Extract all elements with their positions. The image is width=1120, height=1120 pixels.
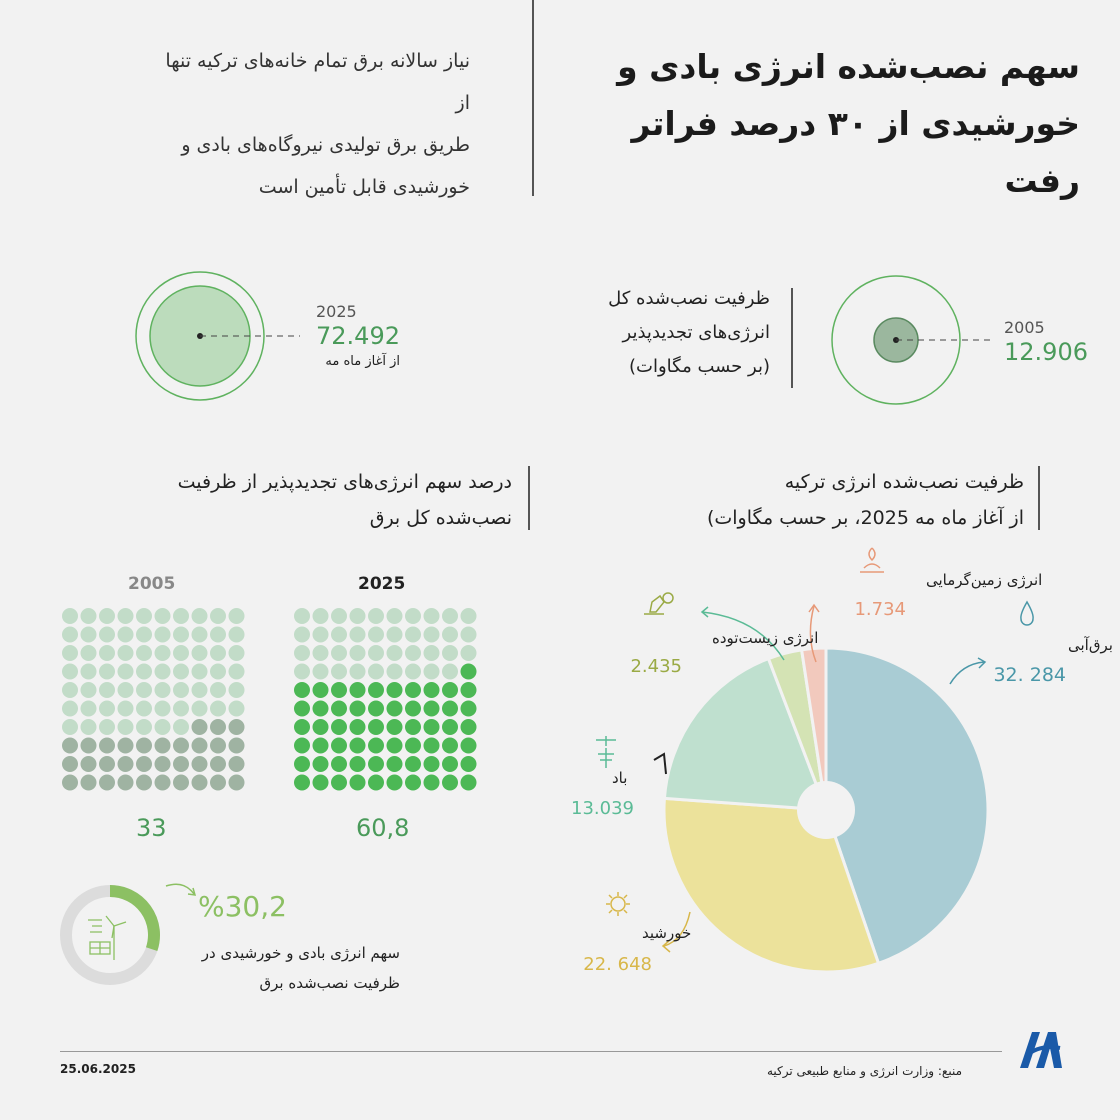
header-divider xyxy=(532,0,534,196)
grid-2005-dot xyxy=(62,645,78,661)
capacity-label-line-3: (بر حسب مگاوات) xyxy=(629,356,770,377)
grid-2025-dot xyxy=(294,701,310,717)
grid-2025-dot xyxy=(313,701,329,717)
pie-heading-line-1: ظرفیت نصب‌شده انرژی ترکیه xyxy=(784,471,1024,493)
grid-2025-dot xyxy=(442,645,458,661)
grid-2025-dot xyxy=(313,608,329,624)
sun-icon xyxy=(606,892,630,916)
grid-2005-dot xyxy=(155,756,171,772)
grid-2025-dot xyxy=(461,719,477,735)
grid-2025-dot xyxy=(442,719,458,735)
grid-2005-dot xyxy=(62,719,78,735)
grid-2005-dot xyxy=(118,719,134,735)
grid-2005-value: 33 xyxy=(136,814,167,842)
grid-2025-dot xyxy=(350,645,366,661)
grid-2005-dot xyxy=(229,775,245,791)
grid-2025-dot xyxy=(387,756,403,772)
grid-2005-dot xyxy=(192,756,208,772)
grid-2025-dot xyxy=(387,664,403,680)
grid-2005-dot xyxy=(173,738,189,754)
grid-2025-dot xyxy=(331,775,347,791)
grid-2025-dot xyxy=(350,682,366,698)
grid-2005-dot xyxy=(99,627,115,643)
grid-2005-dot xyxy=(118,756,134,772)
grid-2005-dot xyxy=(155,608,171,624)
grid-2025-year: 2025 xyxy=(358,574,406,594)
grid-2025-dot xyxy=(368,645,384,661)
capacity-label-line-1: ظرفیت نصب‌شده کل xyxy=(608,288,770,309)
grid-2005-dot xyxy=(229,701,245,717)
grid-2005-dot xyxy=(136,775,152,791)
grid-2025-dot xyxy=(313,645,329,661)
grid-2005-dot xyxy=(99,701,115,717)
grid-2005-dot xyxy=(81,719,97,735)
grid-2025-dot xyxy=(387,645,403,661)
capacity-label-line-2: انرژی‌های تجدیدپذیر xyxy=(622,322,770,343)
biomass-icon xyxy=(644,593,673,614)
grid-2025-dot xyxy=(350,738,366,754)
grid-2005-dot xyxy=(229,645,245,661)
subtitle-line-2: طریق برق تولیدی نیروگاه‌های بادی و xyxy=(181,134,470,156)
grid-2025-dot xyxy=(350,719,366,735)
share-heading-line-1: درصد سهم انرژی‌های تجدیدپذیر از ظرفیت xyxy=(177,471,512,493)
grid-2005-dot xyxy=(210,701,226,717)
grid-2025-dot xyxy=(442,775,458,791)
grid-2025-dot xyxy=(368,775,384,791)
grid-2005-dot xyxy=(62,756,78,772)
grid-2005-dot xyxy=(210,664,226,680)
grid-2025-dot xyxy=(461,627,477,643)
grid-2025-dot xyxy=(442,738,458,754)
grid-2025-dot xyxy=(461,701,477,717)
grid-2025-dot xyxy=(461,608,477,624)
grid-2025-dot xyxy=(294,756,310,772)
grid-2025-dot xyxy=(331,645,347,661)
grid-2005-dot xyxy=(210,756,226,772)
grid-2025-dot xyxy=(424,738,440,754)
grid-2005-dot xyxy=(81,775,97,791)
grid-2025-dot xyxy=(461,775,477,791)
grid-2025-dot xyxy=(368,701,384,717)
geo-value: 1.734 xyxy=(854,599,906,620)
grid-2005-dot xyxy=(155,682,171,698)
grid-2025-dot xyxy=(387,738,403,754)
grid-2025-dot xyxy=(313,627,329,643)
grid-2025-dot xyxy=(294,645,310,661)
grid-2005-dot xyxy=(210,775,226,791)
grid-2025-dot xyxy=(442,608,458,624)
grid-2005-dot xyxy=(62,701,78,717)
grid-2025-dot xyxy=(405,682,421,698)
grid-2005-dot xyxy=(173,664,189,680)
wind-label: باد xyxy=(612,769,628,787)
grid-2005-dot xyxy=(136,645,152,661)
solar-label: خورشید xyxy=(642,924,692,942)
title-line-2: خورشیدی از ۳۰ درصد فراتر رفت xyxy=(631,104,1080,200)
geothermal-icon xyxy=(860,548,884,572)
grid-2025-dot xyxy=(294,664,310,680)
grid-2005-dot xyxy=(210,627,226,643)
grid-2005-dot xyxy=(136,738,152,754)
grid-2025-dot xyxy=(350,664,366,680)
capacity-2025-note: از آغاز ماه مه xyxy=(325,354,400,369)
grid-2025-dot xyxy=(387,608,403,624)
grid-2025-dot xyxy=(331,701,347,717)
grid-2005-dot xyxy=(118,608,134,624)
grid-2025-dot xyxy=(442,682,458,698)
windsolar-desc xyxy=(160,938,400,998)
grid-2025-dot xyxy=(294,775,310,791)
grid-2005-dot xyxy=(81,756,97,772)
grid-2005-dot xyxy=(192,738,208,754)
grid-2005-dot xyxy=(229,627,245,643)
grid-2005-dot xyxy=(99,682,115,698)
circle-2005 xyxy=(832,276,994,404)
grid-2005-dot xyxy=(155,775,171,791)
grid-2005-dot xyxy=(229,738,245,754)
grid-2025-dot xyxy=(313,719,329,735)
grid-2005-dot xyxy=(210,682,226,698)
grid-2025-dot xyxy=(387,719,403,735)
grid-2005-dot xyxy=(81,682,97,698)
share-heading-line-2: نصب‌شده کل برق xyxy=(369,507,512,529)
grid-2025-dot xyxy=(405,756,421,772)
grid-2005-dot xyxy=(155,627,171,643)
grid-2005-dot xyxy=(99,719,115,735)
grid-2025-dot xyxy=(405,738,421,754)
grid-2025-dot xyxy=(424,627,440,643)
grid-2025-dot xyxy=(424,756,440,772)
grid-2005-dot xyxy=(62,608,78,624)
grid-2025-dot xyxy=(405,645,421,661)
footer-source: منبع: وزارت انرژی و منابع طبیعی ترکیه xyxy=(766,1064,962,1078)
grid-2025-dot xyxy=(461,664,477,680)
grid-2025-dot xyxy=(424,701,440,717)
wind-turbine-icon xyxy=(596,736,616,768)
grid-2005-dot xyxy=(229,682,245,698)
grid-2025-value: 60,8 xyxy=(356,814,410,842)
wind-arrow xyxy=(654,754,666,774)
grid-2005-dot xyxy=(173,775,189,791)
grid-2025-dot xyxy=(294,682,310,698)
grid-2025-dot xyxy=(294,608,310,624)
pie-divider xyxy=(1038,466,1040,530)
grid-2005-dot xyxy=(229,756,245,772)
grid-2005-dot xyxy=(99,775,115,791)
grid-2005-dot xyxy=(210,719,226,735)
bio-value: 2.435 xyxy=(630,656,682,677)
grid-2005-dot xyxy=(155,664,171,680)
grid-2005-dot xyxy=(192,664,208,680)
grid-2005-dot xyxy=(118,664,134,680)
grid-2005-dot xyxy=(192,627,208,643)
grid-2005-dot xyxy=(136,701,152,717)
grid-2025-dot xyxy=(368,719,384,735)
windsolar-arc xyxy=(110,891,154,949)
solar-value: 22. 648 xyxy=(583,954,652,975)
pie-heading-line-2: از آغاز ماه مه 2025، بر حسب مگاوات) xyxy=(706,507,1024,529)
grid-2005-dot xyxy=(229,664,245,680)
dot-grid-2025 xyxy=(292,606,482,802)
grid-2005-dot xyxy=(136,682,152,698)
grid-2005-dot xyxy=(229,719,245,735)
grid-2025-dot xyxy=(387,627,403,643)
grid-2025-dot xyxy=(461,738,477,754)
grid-2005-dot xyxy=(173,719,189,735)
grid-2005-dot xyxy=(136,608,152,624)
hydro-value: 32. 284 xyxy=(993,664,1066,686)
grid-2025-dot xyxy=(405,719,421,735)
grid-2025-dot xyxy=(313,664,329,680)
grid-2025-dot xyxy=(442,701,458,717)
capacity-label xyxy=(540,282,770,384)
grid-2025-dot xyxy=(461,645,477,661)
page-title xyxy=(560,38,1080,209)
grid-2005-dot xyxy=(210,738,226,754)
grid-2005-dot xyxy=(136,719,152,735)
grid-2005-dot xyxy=(155,645,171,661)
grid-2005-dot xyxy=(81,664,97,680)
grid-2005-dot xyxy=(192,682,208,698)
grid-2025-dot xyxy=(461,682,477,698)
grid-2025-dot xyxy=(368,738,384,754)
grid-2025-dot xyxy=(331,608,347,624)
grid-2005-dot xyxy=(118,645,134,661)
grid-2005-dot xyxy=(118,701,134,717)
grid-2005-dot xyxy=(99,608,115,624)
capacity-2025-year: 2025 xyxy=(316,302,357,321)
grid-2005-dot xyxy=(229,608,245,624)
grid-2005-dot xyxy=(118,682,134,698)
dot-grid-2005 xyxy=(60,606,250,802)
grid-2005-dot xyxy=(173,627,189,643)
grid-2005-dot xyxy=(155,719,171,735)
energy-pie-chart xyxy=(560,540,1120,1020)
grid-2005-year: 2005 xyxy=(128,574,176,594)
grid-2005-dot xyxy=(62,738,78,754)
capacity-2005-value: 12.906 xyxy=(1004,338,1088,366)
grid-2025-dot xyxy=(424,608,440,624)
bio-label: انرژی زیست‌توده xyxy=(712,629,819,647)
grid-2005-dot xyxy=(81,701,97,717)
grid-2025-dot xyxy=(331,719,347,735)
grid-2025-dot xyxy=(331,682,347,698)
grid-2025-dot xyxy=(461,756,477,772)
grid-2005-dot xyxy=(81,608,97,624)
share-divider xyxy=(528,466,530,530)
windsolar-desc-line-2: ظرفیت نصب‌شده برق xyxy=(259,974,400,992)
grid-2025-dot xyxy=(405,701,421,717)
grid-2025-dot xyxy=(368,682,384,698)
grid-2005-dot xyxy=(192,719,208,735)
grid-2025-dot xyxy=(405,775,421,791)
grid-2025-dot xyxy=(294,627,310,643)
grid-2025-dot xyxy=(368,664,384,680)
grid-2025-dot xyxy=(294,738,310,754)
circle-2025 xyxy=(136,272,300,400)
grid-2005-dot xyxy=(118,627,134,643)
grid-2025-dot xyxy=(424,775,440,791)
grid-2025-dot xyxy=(331,756,347,772)
grid-2005-dot xyxy=(210,645,226,661)
capacity-2005-year: 2005 xyxy=(1004,318,1045,337)
grid-2025-dot xyxy=(424,664,440,680)
grid-2005-dot xyxy=(81,645,97,661)
grid-2005-dot xyxy=(210,608,226,624)
grid-2025-dot xyxy=(405,664,421,680)
grid-2005-dot xyxy=(99,645,115,661)
grid-2025-dot xyxy=(387,682,403,698)
pie-center-hole xyxy=(797,781,855,839)
wind-solar-icon xyxy=(88,916,126,960)
grid-2025-dot xyxy=(350,627,366,643)
grid-2005-dot xyxy=(99,756,115,772)
windsolar-percent: %30,2 xyxy=(198,890,287,923)
grid-2005-dot xyxy=(136,664,152,680)
geo-label: انرژی زمین‌گرمایی xyxy=(926,571,1043,589)
grid-2005-dot xyxy=(81,738,97,754)
grid-2025-dot xyxy=(313,775,329,791)
grid-2025-dot xyxy=(442,627,458,643)
title-line-1: سهم نصب‌شده انرژی بادی و xyxy=(617,47,1080,86)
pie-heading xyxy=(600,464,1024,536)
grid-2025-dot xyxy=(313,682,329,698)
grid-2025-dot xyxy=(313,738,329,754)
grid-2005-dot xyxy=(192,701,208,717)
grid-2005-dot xyxy=(136,756,152,772)
water-drop-icon xyxy=(1021,602,1033,625)
hydro-arrow xyxy=(950,662,984,684)
grid-2025-dot xyxy=(442,756,458,772)
grid-2025-dot xyxy=(405,608,421,624)
grid-2025-dot xyxy=(331,664,347,680)
grid-2005-dot xyxy=(99,738,115,754)
page-subtitle xyxy=(150,40,470,208)
grid-2025-dot xyxy=(350,608,366,624)
grid-2025-dot xyxy=(313,756,329,772)
grid-2005-dot xyxy=(62,627,78,643)
grid-2025-dot xyxy=(442,664,458,680)
grid-2005-dot xyxy=(155,701,171,717)
grid-2005-dot xyxy=(192,775,208,791)
grid-2025-dot xyxy=(424,719,440,735)
grid-2025-dot xyxy=(350,775,366,791)
footer-date: 25.06.2025 xyxy=(60,1062,136,1076)
hydro-label: برق‌آبی xyxy=(1068,636,1113,654)
grid-2025-dot xyxy=(368,627,384,643)
grid-2005-dot xyxy=(99,664,115,680)
grid-2025-dot xyxy=(387,775,403,791)
subtitle-line-1: نیاز سالانه برق تمام خانه‌های ترکیه تنها از xyxy=(165,50,470,114)
grid-2025-dot xyxy=(350,701,366,717)
wind-value: 13.039 xyxy=(571,798,634,819)
grid-2005-dot xyxy=(118,738,134,754)
grid-2025-dot xyxy=(294,719,310,735)
grid-2025-dot xyxy=(405,627,421,643)
grid-2025-dot xyxy=(368,608,384,624)
grid-2025-dot xyxy=(368,756,384,772)
footer-divider xyxy=(60,1051,1002,1052)
grid-2005-dot xyxy=(192,608,208,624)
windsolar-desc-line-1: سهم انرژی بادی و خورشیدی در xyxy=(201,944,400,962)
aa-logo xyxy=(1016,1026,1066,1072)
subtitle-line-3: خورشیدی قابل تأمین است xyxy=(258,176,470,198)
share-heading xyxy=(80,464,512,536)
grid-2005-dot xyxy=(81,627,97,643)
grid-2005-dot xyxy=(118,775,134,791)
grid-2025-dot xyxy=(350,756,366,772)
grid-2005-dot xyxy=(136,627,152,643)
grid-2005-dot xyxy=(173,645,189,661)
grid-2005-dot xyxy=(173,756,189,772)
grid-2025-dot xyxy=(424,645,440,661)
grid-2005-dot xyxy=(173,682,189,698)
grid-2025-dot xyxy=(331,738,347,754)
capacity-2025-value: 72.492 xyxy=(316,322,400,350)
grid-2005-dot xyxy=(173,701,189,717)
grid-2025-dot xyxy=(331,627,347,643)
grid-2025-dot xyxy=(387,701,403,717)
grid-2005-dot xyxy=(155,738,171,754)
grid-2025-dot xyxy=(424,682,440,698)
grid-2005-dot xyxy=(192,645,208,661)
grid-2005-dot xyxy=(173,608,189,624)
grid-2005-dot xyxy=(62,682,78,698)
grid-2005-dot xyxy=(62,775,78,791)
capacity-divider xyxy=(791,288,793,388)
grid-2005-dot xyxy=(62,664,78,680)
